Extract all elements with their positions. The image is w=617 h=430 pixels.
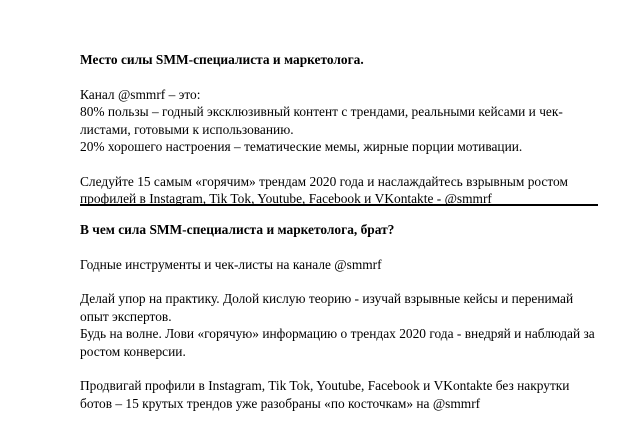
channel-intro-line: Канал @smmrf – это: [80,86,201,102]
practice-line-cont: опыт экспертов. [80,308,172,324]
closing-line: Продвигай профили в Instagram, Tik Tok, Youtube, Facebook и VKontakte без накрутки [80,378,570,393]
cta-line: Следуйте 15 самым «горячим» трендам 2020 года и наслаждайтесь взрывным ростом [80,173,568,189]
section-title: Место силы SMM-специалиста и маркетолога. [80,52,364,67]
benefit-line-cont: листами, готовыми к использованию. [80,121,294,137]
mood-line: 20% хорошего настроения – тематические мемы, жирные порции мотивации. [80,139,523,154]
trend-line: Будь на волне. Лови «горячую» информацию о трендах 2020 года - внедряй и наблюдай за [80,326,595,341]
practice-line: Делай упор на практику. Долой кислую теорию - изучай взрывные кейсы и перенимай [80,291,574,306]
cta-line-cont: профилей в Instagram, Tik Tok, Youtube, Facebook и VKontakte - @smmrf [80,191,492,206]
section-divider [80,204,598,206]
intro-line: Годные инструменты и чек-листы на канале @smmrf [80,256,382,272]
section-smm-place [80,51,580,208]
closing-line-cont: ботов – 15 крутых трендов уже разобраны «по косточкам» на @smmrf [80,395,481,411]
section-smm-power [80,221,600,412]
benefit-line: 80% пользы – годный эксклюзивный контент с трендами, реальными кейсами и чек- [80,104,563,119]
trend-line-cont: ростом конверсии. [80,343,186,359]
section-title: В чем сила SMM-специалиста и маркетолога, брат? [80,222,395,237]
